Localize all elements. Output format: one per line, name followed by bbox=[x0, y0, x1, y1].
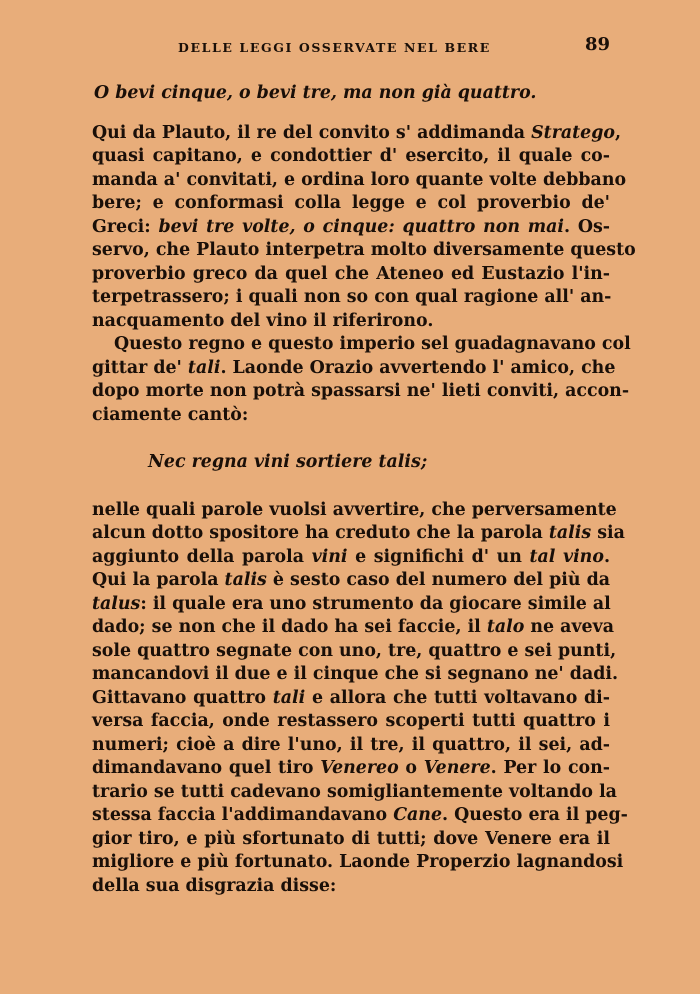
text-line: Gittavano quattro tali e allora che tutti voltavano di- bbox=[92, 687, 610, 708]
verse-quote: O bevi cinque, o bevi tre, ma non già quattro. bbox=[94, 83, 537, 103]
text-line: servo, che Plauto interpetra molto diversamente questo bbox=[92, 240, 636, 260]
text-line: trario se tutti cadevano somigliantemente voltando la bbox=[92, 781, 617, 802]
text-line: nacquamento del vino il riferirono. bbox=[92, 310, 434, 331]
text-line: ciamente cantò: bbox=[92, 404, 249, 425]
text-line: Questo regno e questo imperio sel guadagnavano col bbox=[114, 334, 631, 354]
text-line: terpetrassero; i quali non so con qual ragione all' an- bbox=[92, 287, 612, 307]
text-line: nelle quali parole vuolsi avvertire, che perversamente bbox=[92, 499, 617, 520]
page-header bbox=[92, 30, 610, 64]
text-line: quasi capitano, e condottier d' esercito, il quale co- bbox=[92, 146, 610, 166]
text-line: manda a' convitati, e ordina loro quante volte debbano bbox=[92, 169, 627, 190]
text-line: della sua disgrazia disse: bbox=[92, 875, 337, 896]
text-line: bere; e conformasi colla legge e col proverbio de' bbox=[92, 193, 610, 213]
text-line: versa faccia, onde restassero scoperti tutti quattro i bbox=[92, 711, 610, 731]
text-line: dopo morte non potrà spassarsi ne' lieti conviti, accon- bbox=[92, 381, 630, 401]
text-line: dimandavano quel tiro Venereo o Venere. Per lo con- bbox=[92, 758, 610, 778]
text-line: gior tiro, e più sfortunato di tutti; dove Venere era il bbox=[92, 828, 610, 849]
text-line: mancandovi il due e il cinque che si segnano ne' dadi. bbox=[92, 664, 619, 684]
text-line: Qui da Plauto, il re del convito s' addimanda Stratego, bbox=[92, 122, 622, 143]
page-number: 89 bbox=[584, 34, 610, 55]
text-line: dado; se non che il dado ha sei faccie, il talo ne aveva bbox=[92, 617, 614, 637]
verse-quote: Nec regna vini sortiere talis; bbox=[148, 452, 428, 472]
text-line: aggiunto della parola vini e significhi d' un tal vino. bbox=[92, 546, 610, 567]
text-line: talus: il quale era uno strumento da giocare simile al bbox=[92, 593, 611, 614]
paragraph bbox=[92, 333, 631, 427]
text-line: sole quattro segnate con uno, tre, quattro e sei punti, bbox=[92, 640, 617, 661]
text-line: Greci: bevi tre volte, o cinque: quattro non mai. Os- bbox=[92, 216, 610, 237]
running-head: DELLE LEGGI OSSERVATE NEL BERE bbox=[178, 40, 491, 55]
text-line: numeri; cioè a dire l'uno, il tre, il quattro, il sei, ad- bbox=[92, 734, 610, 755]
book-page bbox=[92, 30, 636, 898]
text-line: alcun dotto spositore ha creduto che la parola talis sia bbox=[92, 523, 625, 543]
text-line: Qui la parola talis è sesto caso del numero del più da bbox=[92, 570, 610, 590]
paragraph bbox=[92, 122, 636, 334]
text-line: gittar de' tali. Laonde Orazio avvertendo l' amico, che bbox=[92, 357, 616, 378]
text-line: proverbio greco da quel che Ateneo ed Eustazio l'in- bbox=[92, 263, 610, 284]
paragraph bbox=[92, 499, 628, 899]
text-line: stessa faccia l'addimandavano Cane. Questo era il peg- bbox=[92, 805, 628, 825]
text-line: migliore e più fortunato. Laonde Properzio lagnandosi bbox=[92, 852, 624, 872]
